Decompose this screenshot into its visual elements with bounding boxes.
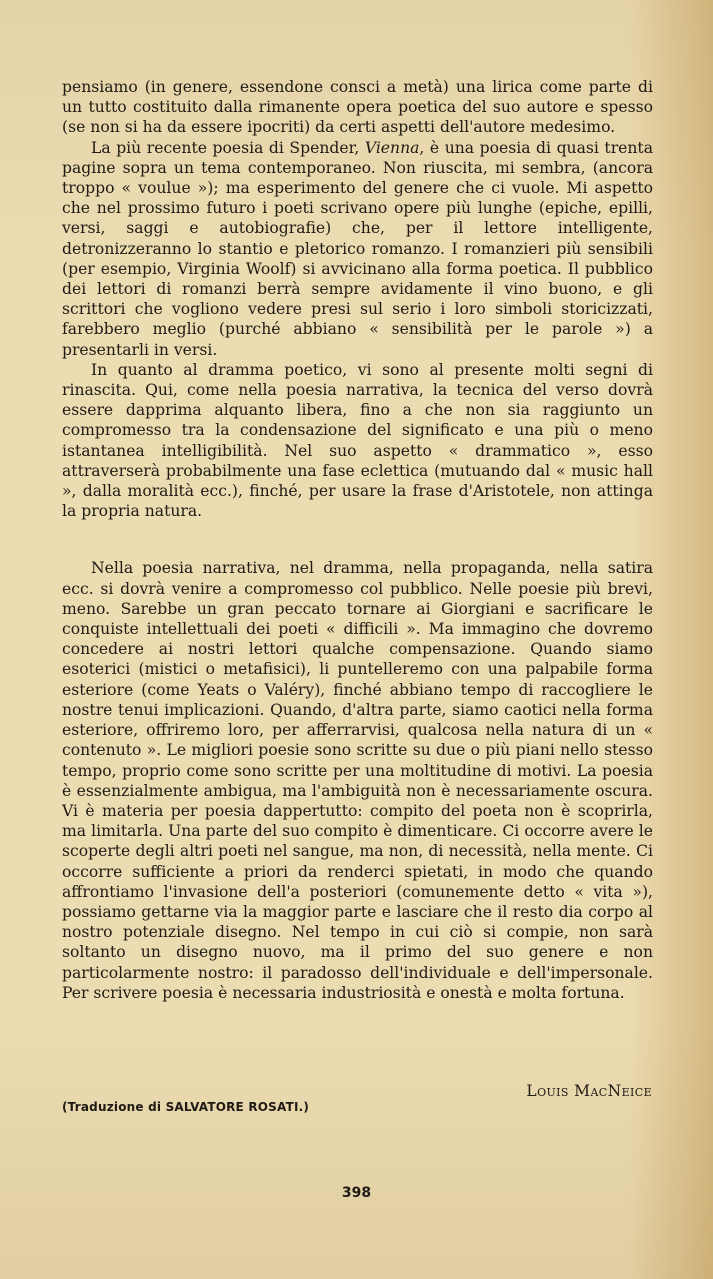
paragraph-compromise: Nella poesia narrativa, nel dramma, nella propaganda, nella satira ecc. si dovrà venire a compromesso col pubblico. Nelle poesie più brevi, meno. Sarebbe un gran peccato tornare ai Giorgiani e sacrificare le conquiste intellettuali dei poeti « difficili ». Ma immagino che dovremo concedere ai nostri lettori qualche compensazione. Quando siamo esoterici (mistici o metafisici), li puntelleremo con una palpabile forma esteriore (come Yeats o Valéry), finché abbiano tempo di raccogliere le nostre tenui implicazioni. Quando, d'altra parte, siamo caotici nella forma esteriore, offriremo loro, per afferrarvisi, qualcosa nella natura di un « contenuto ». Le migliori poesie sono scritte su due o più piani nello stesso tempo, proprio come sono scritte per una moltitudine di motivi. La poesia è essenzialmente ambigua, ma l'ambiguità non è necessariamente oscura. Vi è materia per poesia dappertutto: compito del poeta non è scoprirla, ma limitarla. Una parte del suo compito è dimenticare. Ci occorre avere le scoperte degli altri poeti nel sangue, ma non, di necessità, nella mente. Ci occorre sufficiente a priori da renderci spietati, in modo che quando affrontiamo l'invasione dell'a posteriori (comunemente detto « vita »), possiamo gettarne via la maggior parte e lasciare che il resto dia corpo al nostro potenziale disegno. Nel tempo in cui ciò si compie, non sarà soltanto un disegno nuovo, ma il primo del suo genere e non particolarmente nostro: il paradosso dell'individuale e dell'impersonale. Per scrivere poesia è necessaria industriosità e onestà e molta fortuna. xyxy=(62,559,653,1002)
paragraph-spender-start: La più recente poesia di Spender, xyxy=(91,138,365,157)
work-title-vienna: Vienna xyxy=(364,138,420,157)
paragraph-continued: pensiamo (in genere, essendone consci a metà) una lirica come parte di un tutto costituito dalla rimanente opera poetica del suo autore e spesso (se non si ha da essere ipocriti) da certi aspetti dell'autore medesimo. xyxy=(62,78,653,137)
article-body xyxy=(62,77,653,1003)
translation-credit: (Traduzione di SALVATORE ROSATI.) xyxy=(62,1100,310,1114)
paragraph-spender xyxy=(62,138,653,360)
section-divider xyxy=(62,521,653,558)
author-signature: Louis MacNeice xyxy=(526,1082,652,1100)
paragraph-spender-rest: , è una poesia di quasi trenta pagine sopra un tema contemporaneo. Non riuscita, mi sembra, (ancora troppo « voulue »); ma esperimento del genere che ci vuole. Mi aspetto che nel prossimo futuro i poeti scrivano opere più lunghe (epiche, epilli, versi, saggi e autobiografie) che, per il lettore intelligente, detronizzeranno lo stantio e pletorico romanzo. I romanzieri più sensibili (per esempio, Virginia Woolf) si avvicinano alla forma poetica. Il pubblico dei lettori di romanzi berrà sempre avidamente il vino buono, e gli scrittori che vogliono vedere presi sul serio i loro simboli storicizzati, farebbero meglio (purché abbiano « sensibilità per le parole ») a presentarli in versi. xyxy=(62,138,653,359)
page-number: 398 xyxy=(341,1185,372,1201)
paragraph-drama: In quanto al dramma poetico, vi sono al presente molti segni di rinascita. Qui, come nella poesia narrativa, la tecnica del verso dovrà essere dapprima alquanto libera, fino a che non sia raggiunto un compromesso tra la condensazione del significato e una più o meno istantanea intelligibilità. Nel suo aspetto « drammatico », esso attraverserà probabilmente una fase eclettica (mutuando dal « music hall », dalla moralità ecc.), finché, per usare la frase d'Aristotele, non attinga la propria natura. xyxy=(62,360,653,521)
